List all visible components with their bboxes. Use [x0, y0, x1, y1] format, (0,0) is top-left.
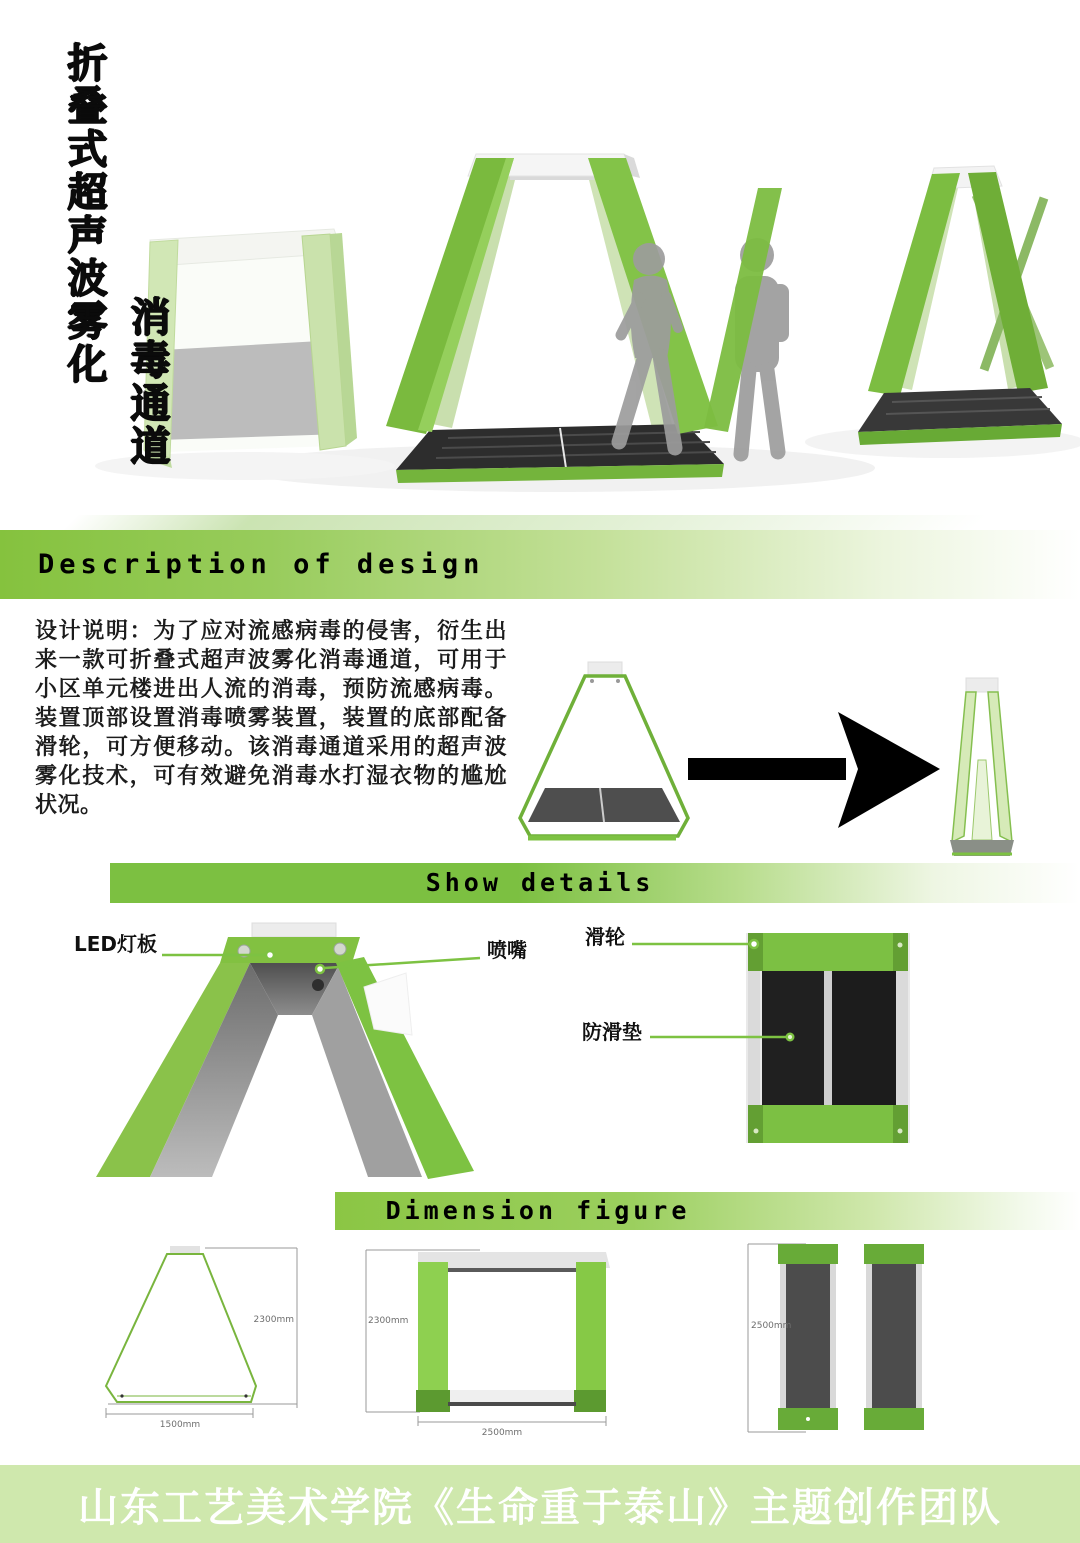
dim-front-width: 2500mm	[481, 1428, 523, 1438]
dim-top-depth: 2500mm	[751, 1321, 792, 1331]
top-green-rail	[748, 933, 908, 971]
dim-side-height: 2300mm	[253, 1315, 294, 1325]
fold-arrow	[688, 712, 940, 828]
top-panel-2	[872, 1264, 916, 1410]
label-antislip-mat: 防滑垫	[582, 1020, 642, 1044]
unfolded-side-view	[520, 662, 688, 838]
dim-front-view	[366, 1250, 610, 1438]
nozzle-point	[312, 979, 324, 991]
design-description-text: 设计说明：为了应对流感病毒的侵害，衍生出来一款可折叠式超声波雾化消毒通道，可用于小区单元楼进出人流的消毒，预防流感病毒。装置顶部设置消毒喷雾装置，装置的底部配备滑轮，可方便移动。该消毒通道采用的超声波雾化技术，可有效避免消毒水打湿衣物的尴尬状况。	[35, 619, 507, 818]
top-panel-1	[786, 1264, 830, 1410]
label-caster: 滑轮	[585, 925, 625, 949]
antislip-mat-right	[832, 971, 896, 1105]
folded-side-view	[950, 678, 1014, 856]
show-details-section-header: Show details	[110, 863, 1080, 903]
a-frame-2	[858, 166, 1062, 445]
description-banner-echo	[63, 515, 1068, 530]
dim-side-width: 1500mm	[159, 1420, 201, 1430]
dim-top-view	[748, 1244, 924, 1432]
front-left-column	[418, 1262, 448, 1404]
footer-team-text: 山东工艺美术学院《生命重于泰山》主题创作团队	[78, 1484, 1002, 1531]
bottom-green-rail	[748, 1105, 908, 1143]
top-cap	[252, 923, 336, 937]
top-view-render	[540, 915, 1080, 1185]
fold-transition-figure	[0, 650, 1080, 865]
label-nozzle: 喷嘴	[487, 938, 527, 962]
label-led-panel: LED灯板	[74, 932, 158, 956]
description-section-header: Description of design	[0, 530, 1080, 599]
dim-front-height: 2300mm	[368, 1316, 409, 1326]
dimension-figures	[0, 1238, 1080, 1448]
footer-bar	[0, 1465, 1080, 1543]
dimension-section-header: Dimension figure	[335, 1192, 1080, 1230]
poster-title-line2: 消毒通道	[124, 296, 170, 468]
front-right-column	[576, 1262, 606, 1404]
dim-side-view	[106, 1246, 297, 1430]
poster-title-line1: 折叠式超声波雾化	[61, 42, 107, 386]
callout-caster	[632, 940, 758, 948]
